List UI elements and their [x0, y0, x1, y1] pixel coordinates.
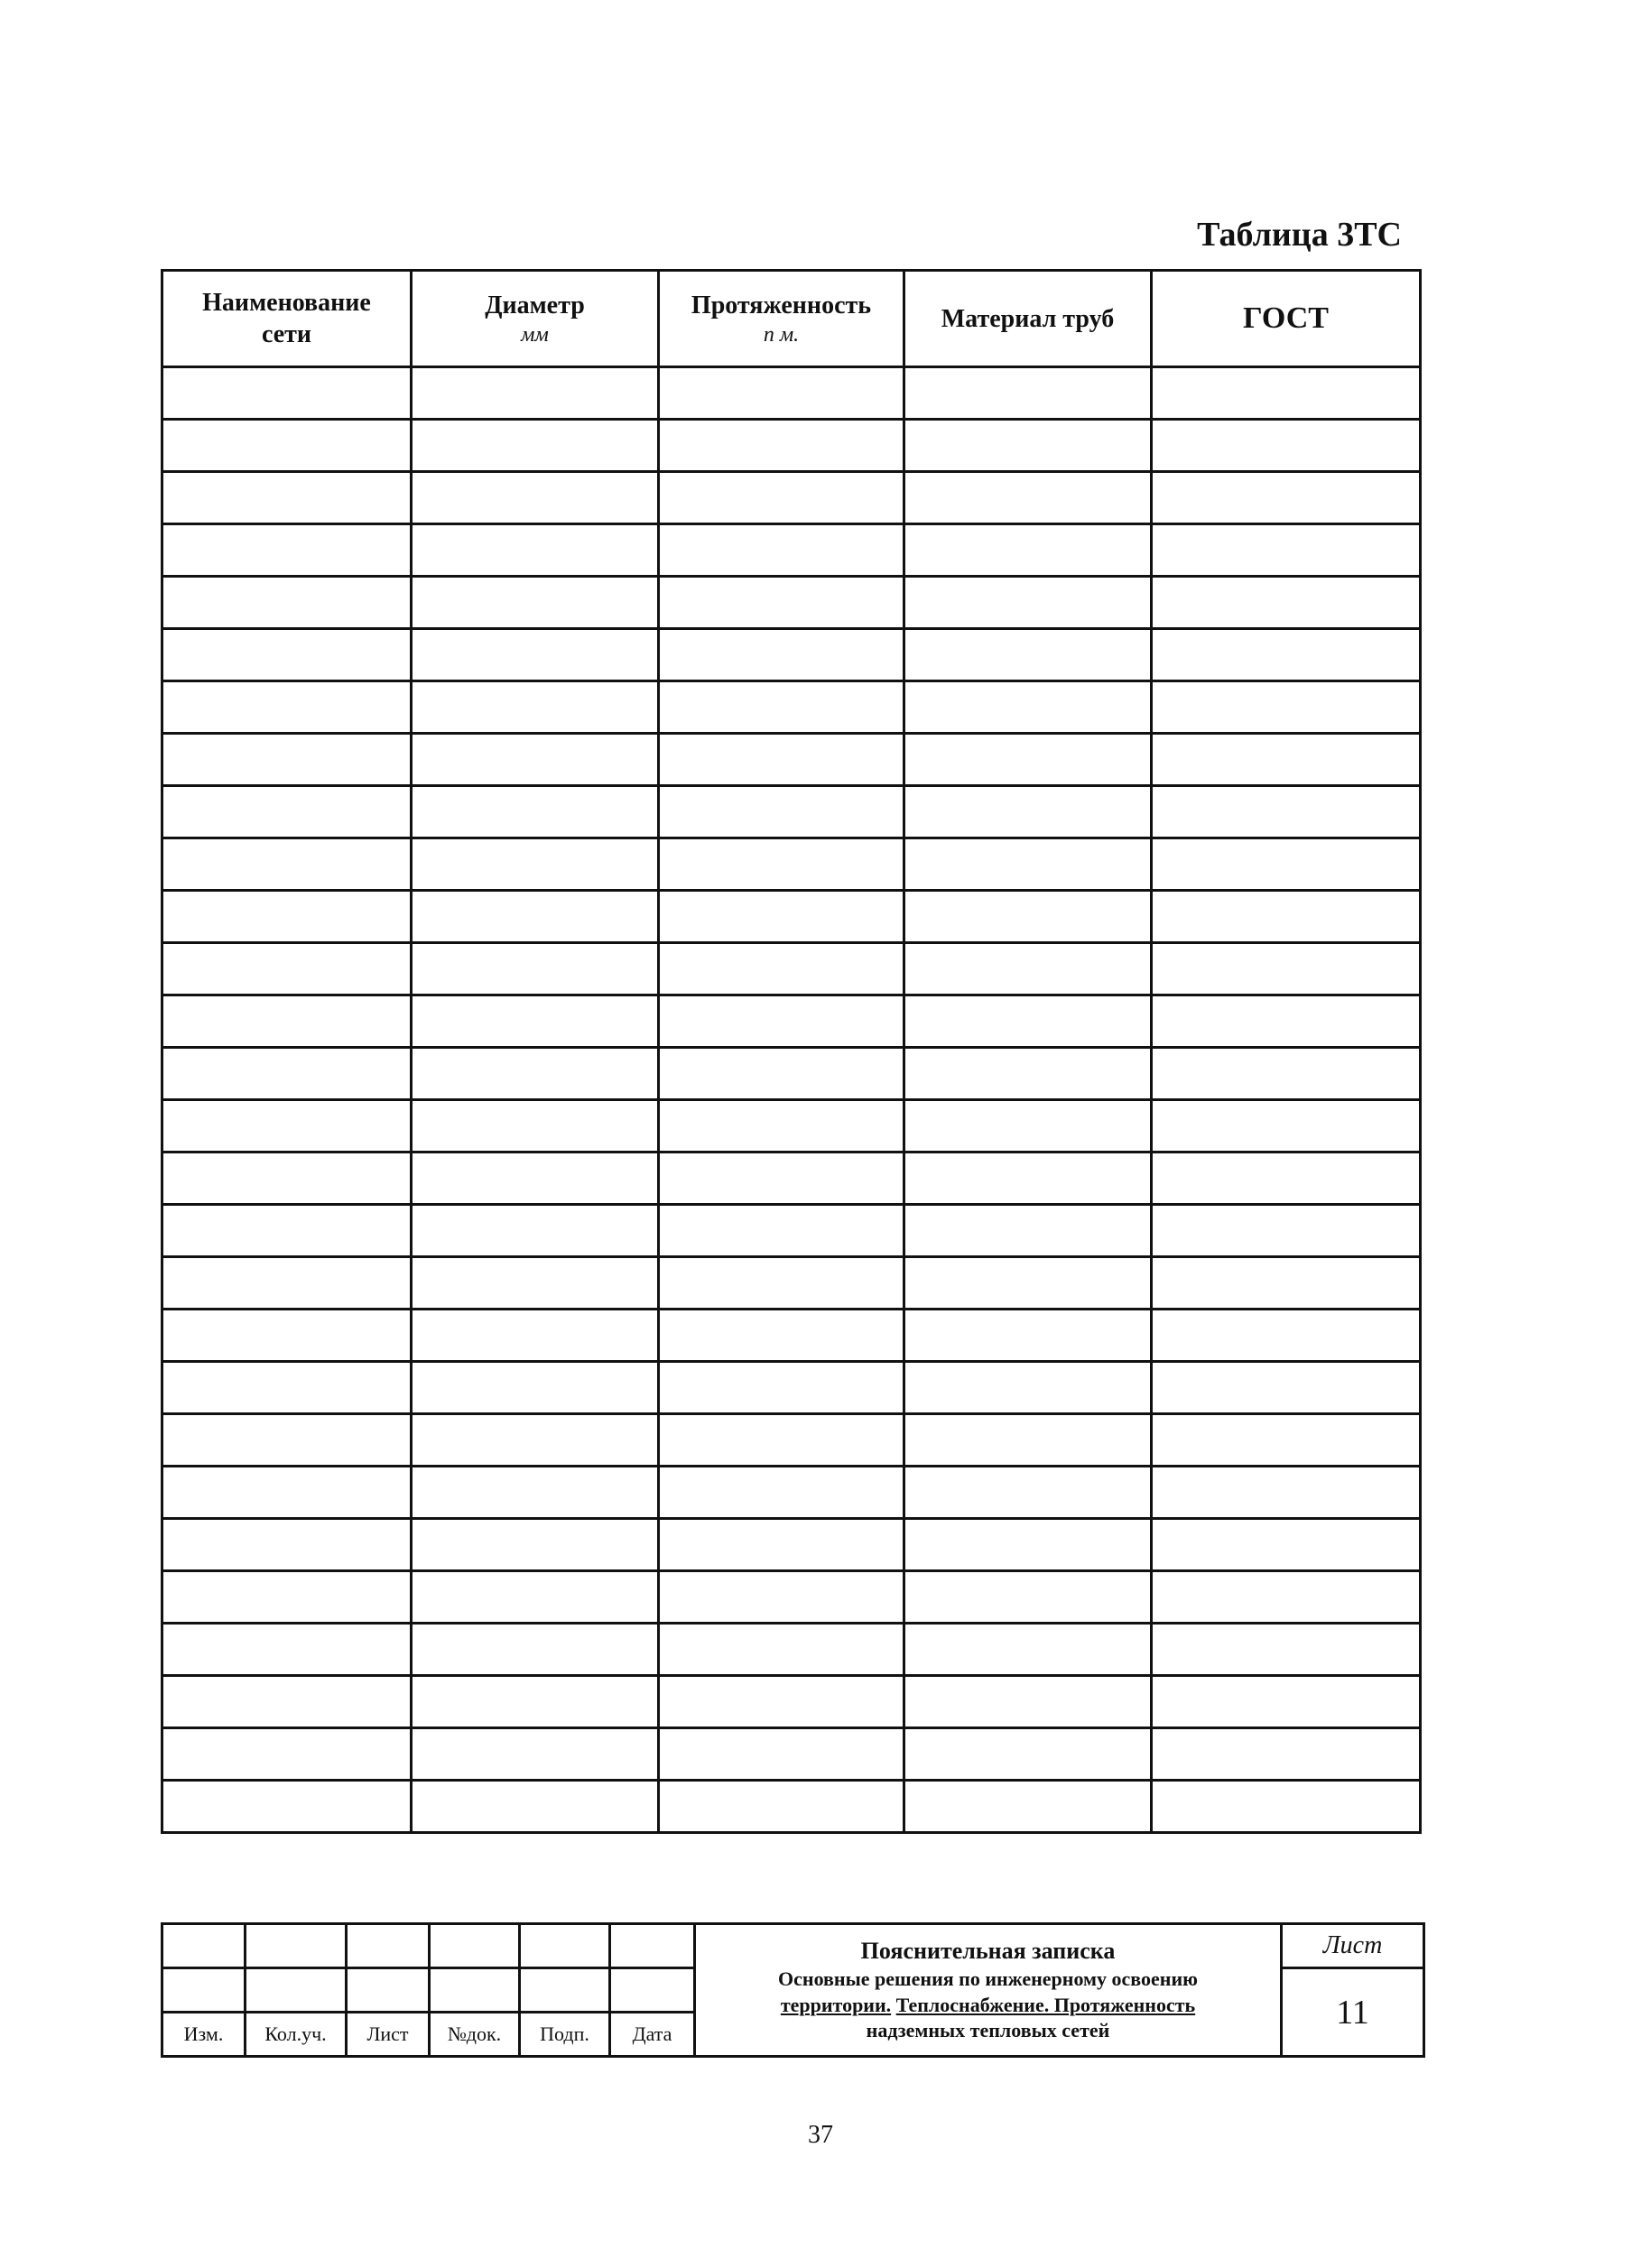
table-cell — [659, 367, 904, 420]
table-cell — [904, 629, 1152, 681]
table-cell — [659, 734, 904, 786]
table-cell — [412, 1519, 659, 1571]
table-cell — [162, 1624, 412, 1676]
stamp-cell — [162, 1924, 246, 1968]
stamp-cell — [430, 1924, 520, 1968]
table-cell — [162, 1153, 412, 1205]
table-cell — [904, 420, 1152, 472]
stamp-cell — [430, 1968, 520, 2013]
table-cell — [412, 681, 659, 734]
header-length — [659, 271, 904, 367]
title-line-2: Основные решения по инженерному освоению — [778, 1967, 1198, 1990]
table-cell — [904, 1100, 1152, 1153]
stamp-label-data: Дата — [610, 2013, 695, 2057]
table-cell — [162, 786, 412, 838]
table-row — [162, 1728, 1421, 1781]
table-cell — [412, 838, 659, 891]
table-cell — [1152, 1257, 1421, 1310]
table-cell — [904, 1362, 1152, 1414]
stamp-cell — [162, 1968, 246, 2013]
table-cell — [162, 1048, 412, 1100]
table-cell — [904, 1676, 1152, 1728]
table-cell — [1152, 1571, 1421, 1624]
sheet-label: Лист — [1282, 1924, 1424, 1968]
table-cell — [412, 1257, 659, 1310]
table-cell — [904, 786, 1152, 838]
table-cell — [412, 1728, 659, 1781]
table-cell — [904, 1571, 1152, 1624]
table-cell — [904, 943, 1152, 995]
table-cell — [1152, 472, 1421, 524]
table-cell — [162, 629, 412, 681]
table-cell — [1152, 367, 1421, 420]
table-row — [162, 1362, 1421, 1414]
table-cell — [162, 995, 412, 1048]
table-row — [162, 1571, 1421, 1624]
table-cell — [1152, 943, 1421, 995]
table-cell — [162, 1100, 412, 1153]
table-cell — [162, 1676, 412, 1728]
table-cell — [904, 681, 1152, 734]
header-length-unit: п м. — [763, 322, 800, 347]
stamp-cell — [246, 1968, 347, 2013]
table-row — [162, 995, 1421, 1048]
table-cell — [659, 1362, 904, 1414]
table-cell — [659, 1728, 904, 1781]
table-cell — [412, 786, 659, 838]
table-row — [162, 838, 1421, 891]
table-cell — [1152, 1676, 1421, 1728]
table-cell — [659, 1153, 904, 1205]
table-cell — [904, 1153, 1152, 1205]
table-cell — [904, 734, 1152, 786]
table-cell — [412, 943, 659, 995]
table-cell — [412, 1153, 659, 1205]
table-row — [162, 1467, 1421, 1519]
title-line-3a: территории. — [780, 1993, 892, 2016]
table-cell — [659, 1205, 904, 1257]
stamp-cell — [347, 1968, 430, 2013]
stamp-cell — [246, 1924, 347, 1968]
table-row — [162, 472, 1421, 524]
table-cell — [412, 1414, 659, 1467]
table-cell — [412, 1048, 659, 1100]
table-row — [162, 1205, 1421, 1257]
table-cell — [1152, 1205, 1421, 1257]
table-cell — [659, 472, 904, 524]
header-pipe-material: Материал труб — [904, 271, 1152, 367]
table-cell — [1152, 1310, 1421, 1362]
table-cell — [904, 577, 1152, 629]
table-cell — [659, 1571, 904, 1624]
table-cell — [162, 420, 412, 472]
table-cell — [162, 1362, 412, 1414]
header-length-label: Протяженность — [691, 291, 872, 319]
table-cell — [162, 577, 412, 629]
table-row — [162, 524, 1421, 577]
table-cell — [659, 891, 904, 943]
table-row — [162, 1310, 1421, 1362]
stamp-cell — [347, 1924, 430, 1968]
table-cell — [162, 1571, 412, 1624]
table-cell — [904, 1257, 1152, 1310]
table-cell — [412, 577, 659, 629]
table-cell — [412, 1310, 659, 1362]
header-diameter-label: Диаметр — [485, 291, 585, 319]
table-cell — [1152, 1781, 1421, 1833]
table-cell — [162, 734, 412, 786]
table-cell — [162, 1205, 412, 1257]
table-cell — [1152, 1624, 1421, 1676]
table-row — [162, 1048, 1421, 1100]
page-number: 37 — [808, 2121, 833, 2149]
stamp-label-ndok: №док. — [430, 2013, 520, 2057]
table-cell — [1152, 1153, 1421, 1205]
document-title — [695, 1924, 1282, 2057]
table-row — [162, 734, 1421, 786]
stamp-cell — [520, 1924, 610, 1968]
table-cell — [162, 1467, 412, 1519]
stamp-label-podp: Подп. — [520, 2013, 610, 2057]
stamp-cell — [610, 1924, 695, 1968]
table-cell — [1152, 734, 1421, 786]
table-cell — [412, 1624, 659, 1676]
table-cell — [412, 1781, 659, 1833]
title-line-1: Пояснительная записка — [860, 1938, 1116, 1965]
table-cell — [1152, 1048, 1421, 1100]
table-cell — [1152, 1362, 1421, 1414]
table-row — [162, 1153, 1421, 1205]
table-row — [162, 1257, 1421, 1310]
table-cell — [904, 1624, 1152, 1676]
table-cell — [659, 681, 904, 734]
table-row — [162, 1676, 1421, 1728]
table-cell — [162, 1310, 412, 1362]
stamp-label-list: Лист — [347, 2013, 430, 2057]
table-cell — [1152, 1100, 1421, 1153]
table-cell — [1152, 577, 1421, 629]
table-row — [162, 681, 1421, 734]
table-cell — [659, 1310, 904, 1362]
table-cell — [412, 420, 659, 472]
table-row — [162, 1100, 1421, 1153]
table-cell — [659, 1624, 904, 1676]
table-cell — [1152, 891, 1421, 943]
table-cell — [412, 629, 659, 681]
table-cell — [412, 1205, 659, 1257]
table-cell — [1152, 995, 1421, 1048]
table-cell — [1152, 1414, 1421, 1467]
table-row — [162, 1519, 1421, 1571]
stamp-cell — [520, 1968, 610, 2013]
table-cell — [1152, 1467, 1421, 1519]
title-block — [161, 1922, 1425, 2058]
table-cell — [162, 1519, 412, 1571]
table-cell — [412, 1362, 659, 1414]
table-cell — [904, 1414, 1152, 1467]
table-cell — [904, 995, 1152, 1048]
table-cell — [1152, 420, 1421, 472]
table-cell — [659, 1257, 904, 1310]
table-cell — [1152, 524, 1421, 577]
table-row — [162, 943, 1421, 995]
table-row — [162, 629, 1421, 681]
table-row — [162, 786, 1421, 838]
table-cell — [904, 367, 1152, 420]
stamp-cell — [610, 1968, 695, 2013]
table-cell — [1152, 838, 1421, 891]
table-cell — [659, 943, 904, 995]
table-cell — [659, 786, 904, 838]
table-row — [162, 1414, 1421, 1467]
table-cell — [659, 1048, 904, 1100]
table-row — [162, 1781, 1421, 1833]
table-row — [162, 1624, 1421, 1676]
table-cell — [659, 1676, 904, 1728]
table-cell — [162, 472, 412, 524]
table-row — [162, 367, 1421, 420]
table-cell — [659, 1414, 904, 1467]
table-cell — [904, 891, 1152, 943]
stamp-label-izm: Изм. — [162, 2013, 246, 2057]
table-cell — [162, 1781, 412, 1833]
table-caption: Таблица 3ТС — [1197, 216, 1402, 254]
table-cell — [1152, 1728, 1421, 1781]
header-network-name-line1: Наименование — [202, 289, 371, 317]
header-network-name — [162, 271, 412, 367]
table-cell — [1152, 1519, 1421, 1571]
table-cell — [412, 1100, 659, 1153]
table-cell — [162, 681, 412, 734]
table-cell — [412, 472, 659, 524]
title-line-4: надземных тепловых сетей — [866, 2019, 1110, 2042]
table-cell — [162, 367, 412, 420]
table-cell — [659, 1100, 904, 1153]
table-cell — [162, 943, 412, 995]
table-cell — [659, 524, 904, 577]
table-cell — [412, 734, 659, 786]
table-cell — [904, 1205, 1152, 1257]
table-cell — [659, 1467, 904, 1519]
table-cell — [1152, 786, 1421, 838]
header-network-name-line2: сети — [261, 320, 312, 348]
table-cell — [659, 995, 904, 1048]
table-cell — [904, 524, 1152, 577]
title-line-3b: Теплоснабжение. Протяженность — [895, 1993, 1196, 2016]
table-cell — [904, 1728, 1152, 1781]
header-diameter-unit: мм — [521, 322, 549, 347]
pipe-network-table — [161, 269, 1422, 1834]
table-cell — [162, 891, 412, 943]
table-cell — [1152, 629, 1421, 681]
table-row — [162, 577, 1421, 629]
table-cell — [659, 420, 904, 472]
table-cell — [412, 995, 659, 1048]
table-cell — [412, 891, 659, 943]
table-cell — [412, 367, 659, 420]
header-diameter — [412, 271, 659, 367]
table-row — [162, 420, 1421, 472]
table-cell — [412, 524, 659, 577]
table-cell — [1152, 681, 1421, 734]
table-cell — [904, 1310, 1152, 1362]
sheet-number: 11 — [1282, 1968, 1424, 2057]
table-cell — [659, 838, 904, 891]
table-cell — [659, 1519, 904, 1571]
table-cell — [162, 1728, 412, 1781]
header-gost: ГОСТ — [1152, 271, 1421, 367]
table-cell — [659, 1781, 904, 1833]
table-cell — [659, 577, 904, 629]
table-header-row — [162, 271, 1421, 367]
table-cell — [412, 1467, 659, 1519]
table-cell — [412, 1571, 659, 1624]
table-cell — [162, 838, 412, 891]
table-cell — [659, 629, 904, 681]
table-cell — [162, 1414, 412, 1467]
table-row — [162, 891, 1421, 943]
table-cell — [904, 1048, 1152, 1100]
table-cell — [904, 1781, 1152, 1833]
table-cell — [904, 1467, 1152, 1519]
table-cell — [162, 1257, 412, 1310]
table-cell — [904, 472, 1152, 524]
table-cell — [904, 838, 1152, 891]
stamp-label-kol-uch: Кол.уч. — [246, 2013, 347, 2057]
table-cell — [412, 1676, 659, 1728]
table-cell — [162, 524, 412, 577]
table-cell — [904, 1519, 1152, 1571]
